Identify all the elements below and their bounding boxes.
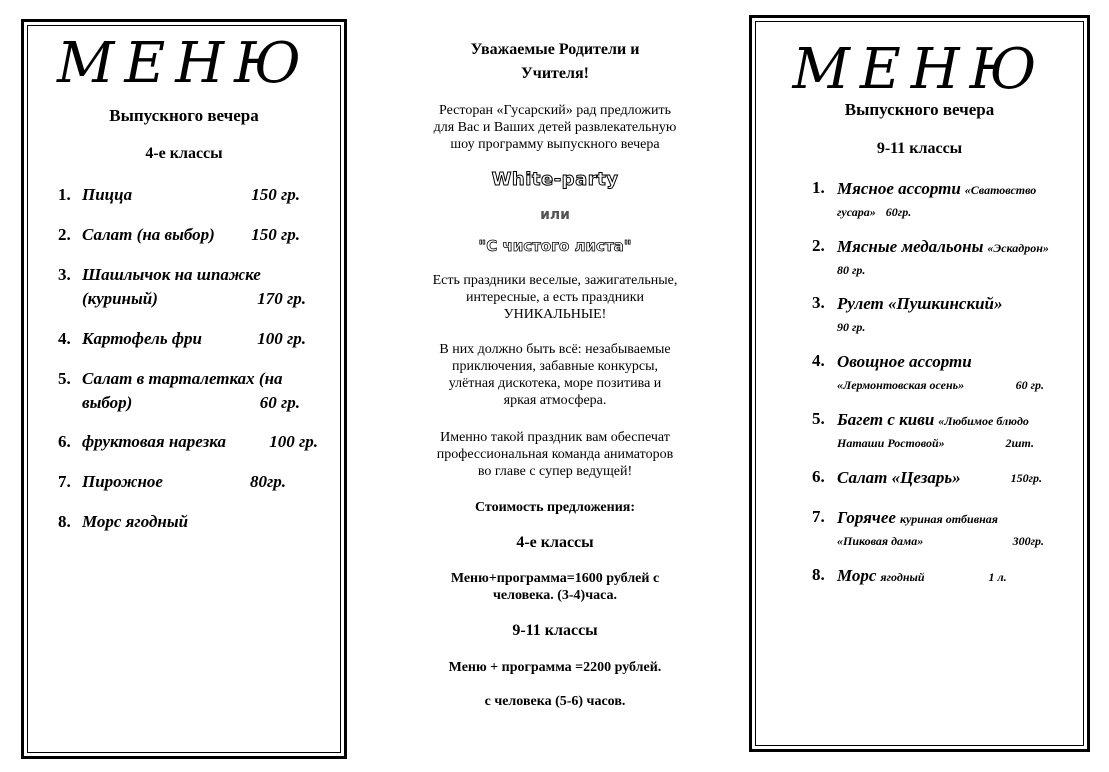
item-name: Горячее (837, 508, 896, 527)
right-menu-title: МЕНЮ (792, 37, 1047, 102)
item-number: 8. (58, 512, 71, 531)
item-weight: 60 гр. (1015, 378, 1044, 392)
item-number: 3. (812, 293, 825, 312)
right-menu-subtitle: Выпускного вечера (844, 100, 995, 119)
paragraph-line: во главе с супер ведущей! (477, 464, 633, 479)
item-name: Салат «Цезарь» (837, 468, 961, 487)
item-number: 1. (812, 178, 825, 197)
left-menu-grade: 4-е классы (145, 145, 223, 162)
paragraph-line: улётная дискотека, море позитива и (448, 376, 662, 391)
center-heading (405, 38, 705, 86)
item-number: 3. (58, 265, 71, 284)
item-number: 4. (812, 351, 825, 370)
item-name: Пирожное (82, 472, 163, 491)
item-subtitle: «Сватовство (964, 183, 1037, 197)
item-number: 5. (58, 369, 71, 388)
item-name: Багет с киви (837, 410, 935, 429)
cost-price-9: Меню + программа =2200 рублей. (448, 660, 662, 675)
cost-price-4 (405, 570, 705, 604)
intro-line: для Вас и Ваших детей развлекательную (433, 120, 677, 135)
item-name: Салат (на выбор) (82, 225, 215, 244)
item-weight: 1 л. (988, 570, 1007, 584)
paragraph-line: Именно такой праздник вам обеспечат (440, 430, 670, 445)
cost-heading: Стоимость предложения: (474, 500, 636, 515)
item-name: выбор) (82, 393, 133, 412)
item-subtitle: «Любимое блюдо (938, 414, 1029, 428)
item-subtitle: «Эскадрон» (987, 241, 1049, 255)
item-weight: 2шт. (1005, 436, 1034, 450)
item-weight: 100 гр. (257, 329, 306, 348)
item-number: 7. (812, 507, 825, 526)
item-name: (куриный) (82, 289, 158, 308)
item-number: 1. (58, 185, 71, 204)
price-line: человека. (3-4)часа. (492, 588, 617, 603)
item-weight: 60 гр. (259, 393, 300, 412)
item-subtitle: гусара» (837, 205, 876, 219)
item-subtitle: ягодный (880, 570, 925, 584)
paragraph-line: интересные, а есть праздники (465, 290, 645, 305)
left-menu-title: МЕНЮ (57, 31, 311, 96)
item-weight: 80гр. (249, 472, 286, 491)
paragraph-line: В них должно быть всё: незабываемые (439, 342, 671, 357)
item-number: 2. (812, 236, 825, 255)
item-number: 5. (812, 409, 825, 428)
intro-line: шоу программу выпускного вечера (450, 137, 660, 152)
item-weight: 150гр. (1010, 471, 1042, 485)
paragraph-line: профессиональная команда аниматоров (436, 447, 674, 462)
item-number: 7. (58, 472, 71, 491)
item-weight: 170 гр. (257, 289, 306, 308)
item-name: Морс ягодный (82, 512, 189, 531)
item-name: Картофель фри (82, 329, 202, 348)
center-paragraph-2 (405, 341, 705, 409)
program-or: или (540, 207, 570, 223)
item-number: 4. (58, 329, 71, 348)
item-subtitle: «Пиковая дама» (837, 534, 924, 548)
left-menu-subtitle: Выпускного вечера (109, 106, 259, 125)
item-weight: 300гр. (1012, 534, 1044, 548)
price-line: Меню+программа=1600 рублей с (450, 571, 660, 586)
item-weight: 90 гр. (837, 320, 866, 334)
item-subtitle: куриная отбивная (899, 512, 998, 526)
program-name-white-party: White-party (491, 169, 619, 190)
center-intro (405, 102, 705, 153)
item-weight: 80 гр. (837, 263, 866, 277)
item-name: Рулет «Пушкинский» (837, 294, 1003, 313)
item-name: Салат в тарталетках (на (82, 369, 283, 388)
item-weight: 100 гр. (269, 432, 318, 451)
item-number: 2. (58, 225, 71, 244)
item-weight: 150 гр. (251, 185, 300, 204)
item-number: 6. (812, 467, 825, 486)
item-name: фруктовая нарезка (82, 432, 226, 451)
paragraph-line: приключения, забавные конкурсы, (452, 359, 658, 374)
item-subtitle: «Лермонтовская осень» (837, 378, 965, 392)
paragraph-line: яркая атмосфера. (503, 393, 607, 408)
item-name: Мясные медальоны (837, 237, 984, 256)
item-subtitle: Наташи Ростовой» (837, 436, 945, 450)
item-name: Овощное ассорти (837, 352, 972, 371)
intro-line: Ресторан «Гусарский» рад предложить (439, 103, 671, 118)
cost-grade-4: 4-е классы (516, 534, 594, 551)
center-paragraph-1 (405, 272, 705, 323)
right-menu-grade: 9-11 классы (876, 140, 963, 157)
program-name-clean-sheet: "С чистого листа" (478, 237, 632, 255)
item-number: 6. (58, 432, 71, 451)
item-weight: 60гр. (885, 205, 912, 219)
center-paragraph-3 (405, 429, 705, 480)
center-heading-line: Учителя! (521, 65, 589, 82)
cost-grade-9: 9-11 классы (512, 622, 598, 639)
item-weight: 150 гр. (251, 225, 300, 244)
item-number: 8. (812, 565, 825, 584)
item-name: Пицца (82, 185, 133, 204)
paragraph-line: УНИКАЛЬНЫЕ! (503, 307, 607, 322)
item-name: Шашлычок на шпажке (82, 265, 261, 284)
item-name: Мясное ассорти (837, 179, 961, 198)
center-heading-line: Уважаемые Родители и (470, 41, 640, 58)
cost-price-9-duration: с человека (5-6) часов. (484, 694, 626, 709)
item-name: Морс (837, 566, 877, 585)
paragraph-line: Есть праздники веселые, зажигательные, (432, 273, 678, 288)
